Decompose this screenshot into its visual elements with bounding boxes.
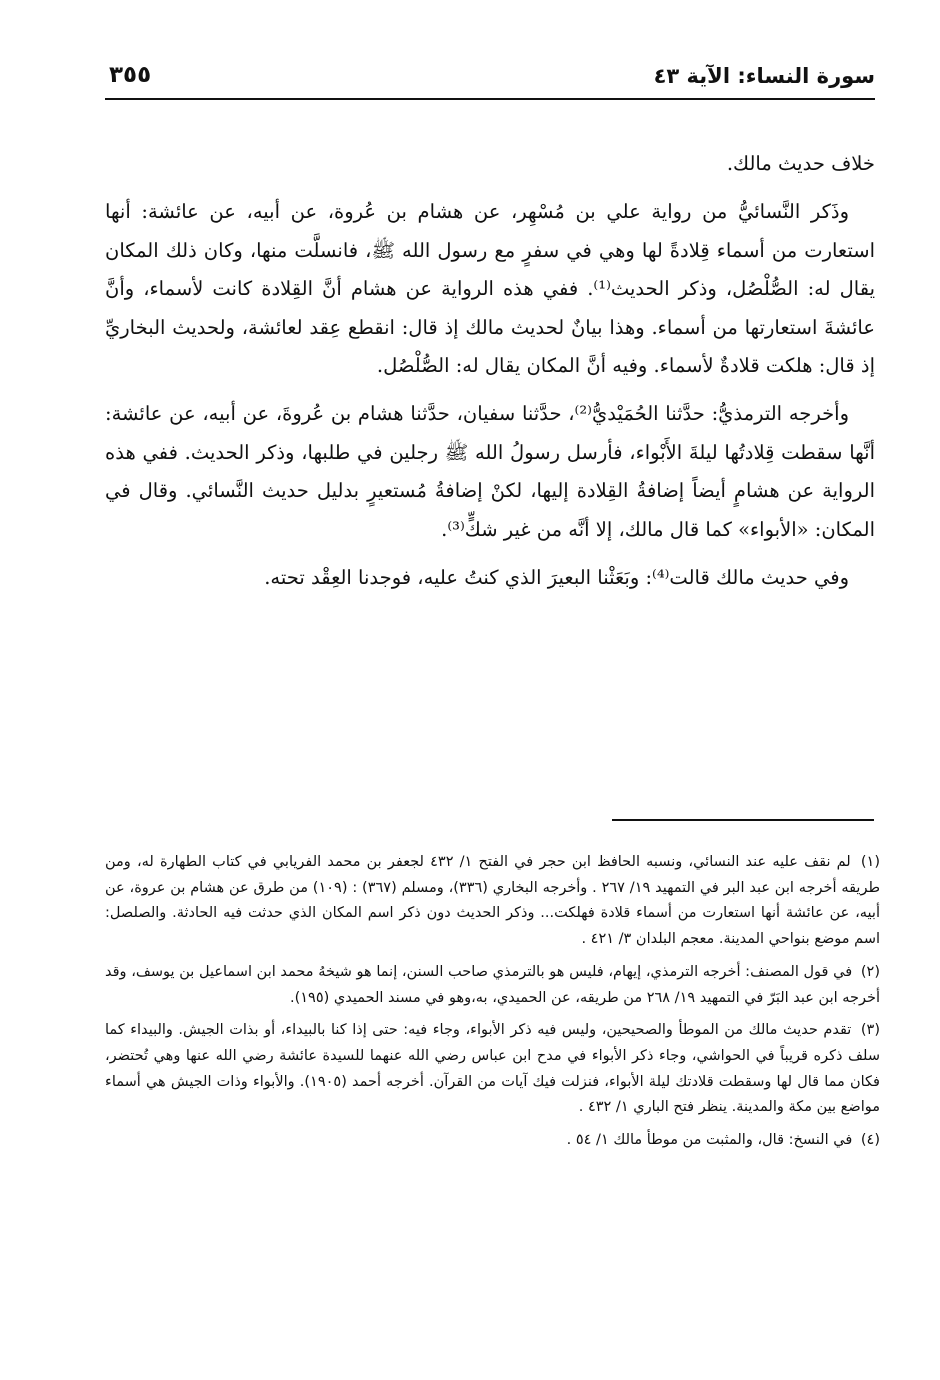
footnote bbox=[105, 1128, 880, 1154]
page-number: ٣٥٥ bbox=[109, 62, 152, 88]
footnote-text: في النسخ: قال، والمثبت من موطأ مالك ١/ ٥٤ . bbox=[566, 1132, 853, 1149]
footnote bbox=[105, 850, 880, 953]
footnote-text: لم نقف عليه عند النسائي، ونسبه الحافظ ابن حجر في الفتح ١/ ٤٣٢ لجعفر بن محمد الفريابي في كتاب الطهارة له، ومن طريقه أخرجه ابن عبد البر في التمهيد ١٩/ ٢٦٧ . وأخرجه البخاري (٣٣٦)، ومسلم (٣٦٧) : (١٠٩) من طرق عن هشام بن عروة، عن أبيه، عن عائشة أنها استعارت من أسماء قلادة فهلكت... وذكر الحديث دون ذكر اسم المكان الذي حدثت فيه الحادثة. والصلصل: اسم موضع بنواحي المدينة. معجم البلدان ٣/ ٤٢١ . bbox=[105, 854, 880, 948]
paragraph: خلاف حديث مالك. bbox=[726, 152, 875, 175]
paragraph: وأخرجه الترمذيُّ: حدَّثنا الحُمَيْديُّ⁽²⁾، حدَّثنا سفيان، حدَّثنا هشام بن عُروةَ، عن أبيه، عن عائشة: أنَّها سقطت قِلادتُها ليلةَ الأَبْواء، فأرسل رسولُ الله ﷺ رجلين في طلبها، وذكر الحديث. ففي هذه الرواية عن هشامٍ أيضاً إضافةُ القِلادة إليها، لكنْ إضافةُ مُستعيرٍ بدليل حديث النَّسائي. وقال في المكان: «الأبواء» كما قال مالك، إلا أنَّه من غير شكٍّ⁽³⁾. bbox=[105, 402, 875, 541]
footnote-separator bbox=[612, 819, 874, 821]
footnotes bbox=[105, 850, 880, 1161]
footnote-number: (٤) bbox=[860, 1132, 880, 1149]
footnote-number: (٢) bbox=[860, 963, 881, 980]
footnote bbox=[105, 1018, 880, 1121]
footnote-number: (٣) bbox=[860, 1022, 880, 1039]
footnote bbox=[105, 960, 880, 1011]
footnote-number: (١) bbox=[860, 854, 880, 870]
footnote-text: في قول المصنف: أخرجه الترمذي، إيهام، فليس هو بالترمذي صاحب السنن، إنما هو شيخهُ محمد ابن اسماعيل بن يوسف، وقد أخرجه ابن عبد البَرّ في التمهيد ١٩/ ٢٦٨ من طريقه، عن الحميدي، به،وهو في مسند الحميدي (١٩٥). bbox=[105, 963, 880, 1006]
paragraph: وفي حديث مالك قالت⁽⁴⁾: وبَعَثْنا البعيرَ الذي كنتُ عليه، فوجدنا العِقْد تحته. bbox=[264, 566, 849, 590]
footnote-text: تقدم حديث مالك من الموطأ والصحيحين، وليس فيه ذكر الأبواء، وجاء فيه: حتى إذا كنا بالبيداء، أو بذات الجيش. والبيداء كما سلف ذكره قريباً في الحواشي، وجاء ذكر الأبواء في مدح ابن عباس رضي الله عنهما للسيدة عائشة رضي الله عنها وهي تُحتضر، فكان مما قال لها وسقطت قلادتك ليلة الأبواء، فنزلت فيك آيات من القرآن. أخرجه أحمد (١٩٠٥). والأبواء وذات الجيش هي أسماء مواضع بين مكة والمدينة. ينظر فتح الباري ١/ ٤٣٢ . bbox=[105, 1022, 880, 1116]
page-header bbox=[105, 62, 875, 100]
chapter-title: سورة النساء: الآية ٤٣ bbox=[653, 64, 875, 88]
paragraph: وذَكر النَّسائيُّ من رواية علي بن مُسْهِر، عن هشام بن عُروة، عن أبيه، عن عائشة: أنها استعارت من أسماء قِلادةً لها وهي في سفرٍ مع رسول الله ﷺ، فانسلَّت منها، وكان ذلك المكان يقال له: الصُّلْصُل، وذكر الحديث⁽¹⁾. ففي هذه الرواية عن هشام أنَّ القِلادة كانت لأسماء، وأنَّ عائشةَ استعارتها من أسماء. وهذا بيانٌ لحديث مالك إذ قال: انقطع عِقد لعائشة، ولحديث البخاريِّ إذ قال: هلكت قلادةٌ لأسماء. وفيه أنَّ المكان يقال له: الصُّلْصُل. bbox=[105, 200, 876, 378]
main-text bbox=[105, 145, 875, 607]
